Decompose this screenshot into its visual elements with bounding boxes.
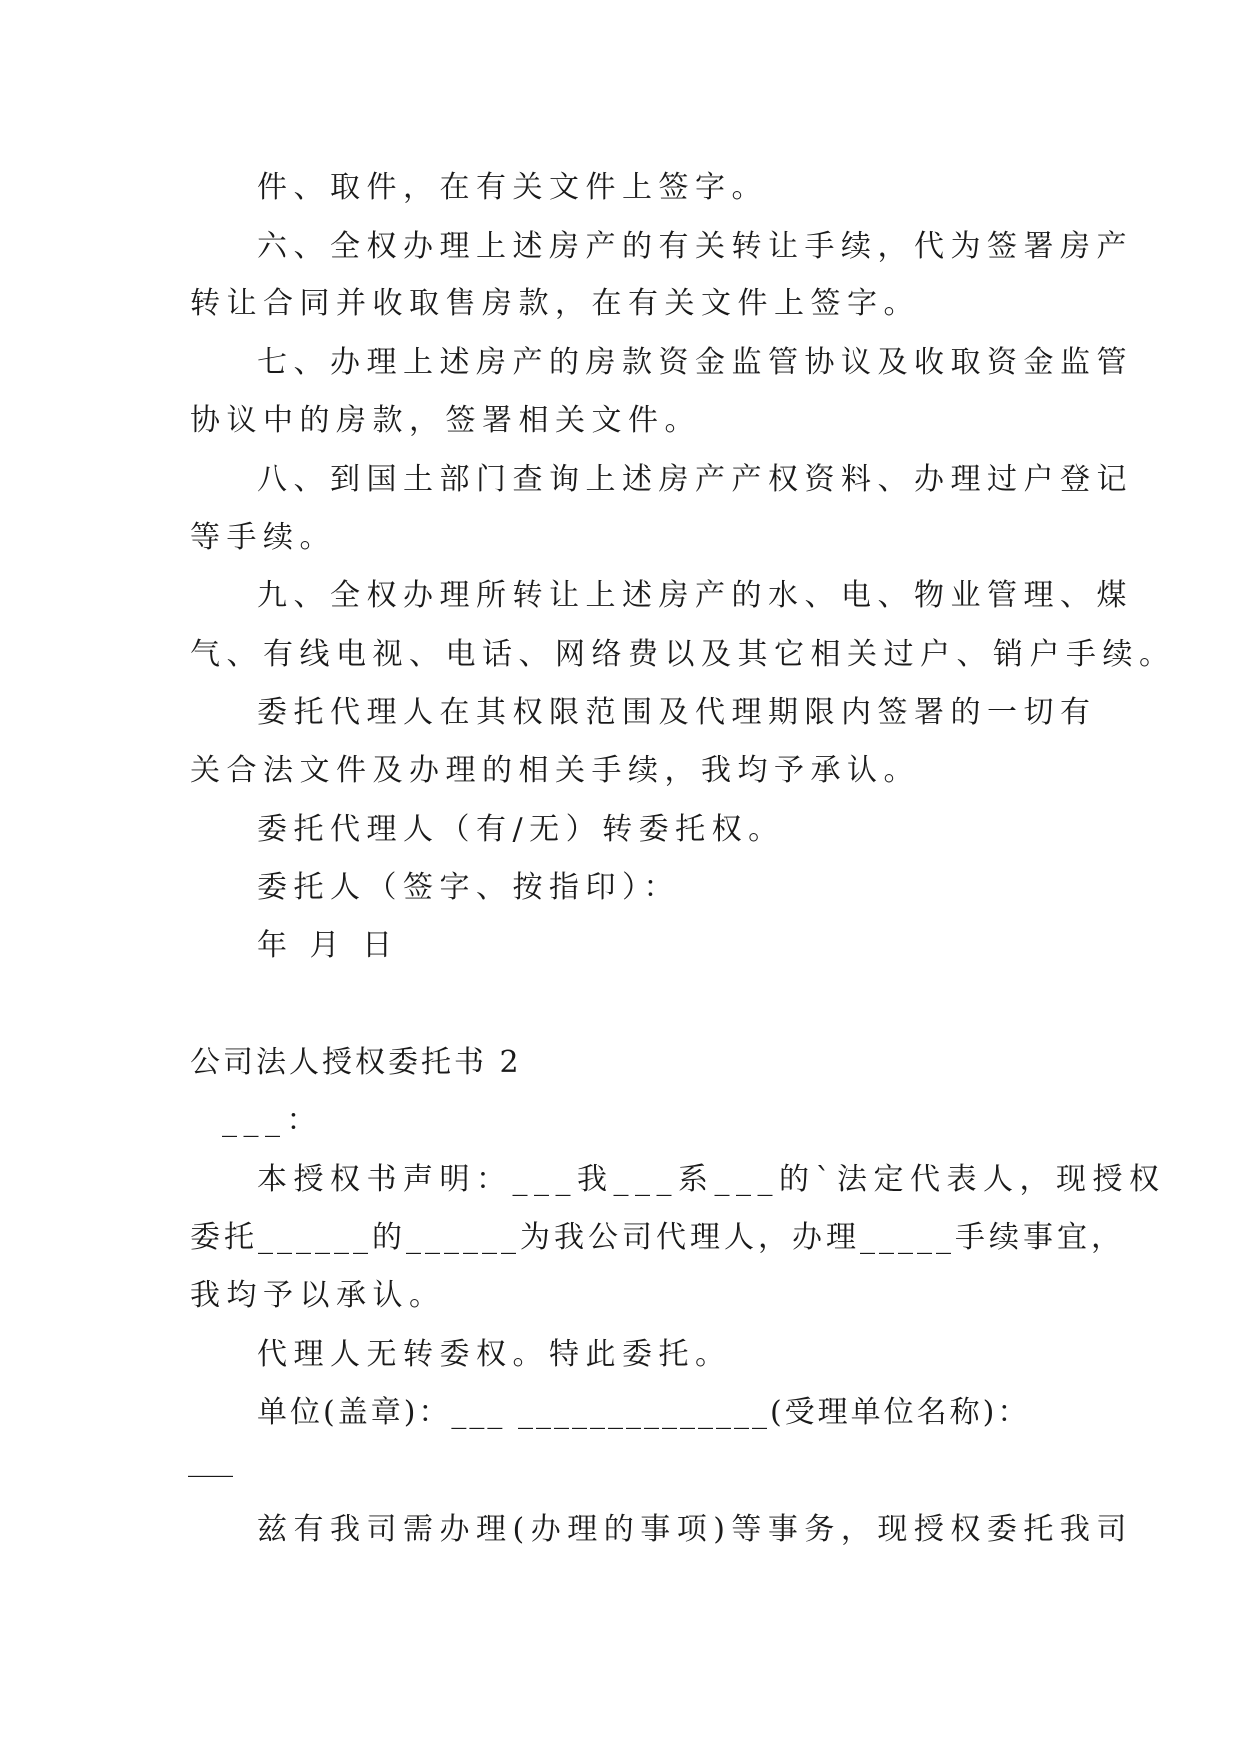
text-line: 委托______的______为我公司代理人，办理_____手续事宜，	[190, 1220, 1125, 1255]
text-line: 九、全权办理所转让上述房产的水、电、物业管理、煤	[257, 578, 1133, 613]
text-line: 气、有线电视、电话、网络费以及其它相关过户、销户手续。	[190, 637, 1176, 672]
text-line: 八、到国土部门查询上述房产产权资料、办理过户登记	[257, 462, 1133, 497]
date-line: 年 月 日	[257, 928, 399, 963]
blank-line: ___	[188, 1443, 233, 1478]
text-line: 七、办理上述房产的房款资金监管协议及收取资金监管	[257, 345, 1133, 380]
text-line: 兹有我司需办理(办理的事项)等事务，现授权委托我司	[257, 1512, 1133, 1547]
text-line: 本授权书声明：___我___系___的`法定代表人，现授权	[257, 1162, 1166, 1197]
text-line: 关合法文件及办理的相关手续，我均予承认。	[190, 753, 920, 788]
text-line: 委托人（签字、按指印）：	[257, 870, 680, 905]
text-line: 委托代理人（有/无）转委托权。	[257, 812, 785, 847]
text-line: 协议中的房款，签署相关文件。	[190, 403, 701, 438]
text-line: 代理人无转委权。特此委托。	[257, 1337, 732, 1372]
text-line: 六、全权办理上述房产的有关转让手续，代为签署房产	[257, 229, 1133, 264]
text-line: 单位(盖章)：___ ______________(受理单位名称)：	[257, 1395, 1031, 1430]
addressee-blank: ___：	[222, 1103, 323, 1138]
text-line: 件、取件，在有关文件上签字。	[257, 170, 768, 205]
text-line: 委托代理人在其权限范围及代理期限内签署的一切有	[257, 695, 1097, 730]
section-title: 公司法人授权委托书 2	[190, 1045, 522, 1080]
text-line: 我均予以承认。	[190, 1278, 446, 1313]
text-line: 转让合同并收取售房款，在有关文件上签字。	[190, 286, 920, 321]
text-line: 等手续。	[190, 520, 336, 555]
